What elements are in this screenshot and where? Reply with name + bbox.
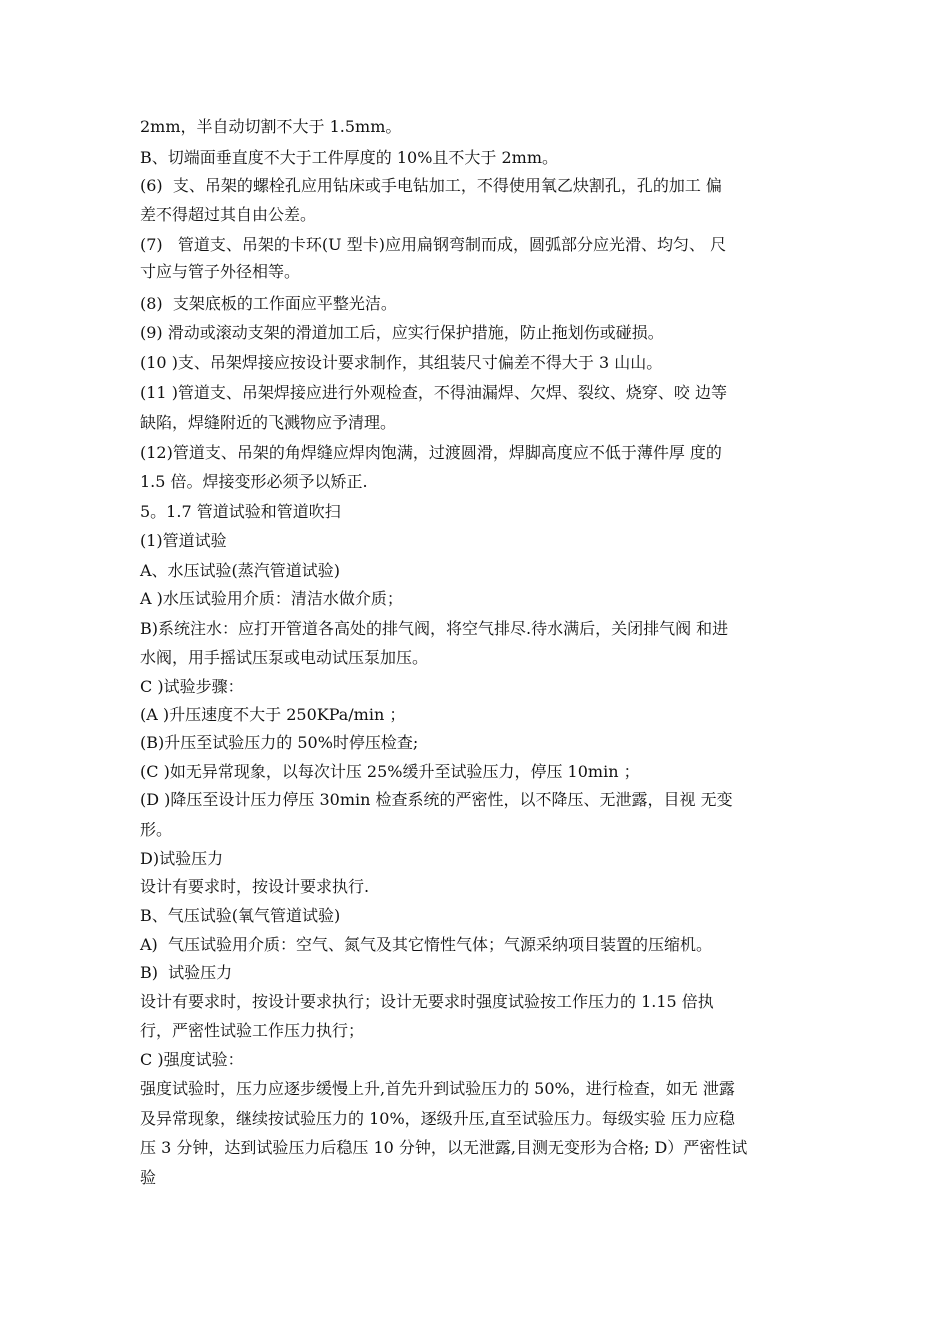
text-line: (B)升压至试验压力的 50%时停压检查; (140, 733, 419, 752)
text-line: (11 )管道支、吊架焊接应进行外观检查，不得油漏焊、欠焊、裂纹、烧穿、咬 边等 (140, 383, 728, 402)
text-line: 1.5 倍。焊接变形必须予以矫正. (140, 472, 368, 491)
text-line: 强度试验时，压力应逐步缓慢上升,首先升到试验压力的 50%，进行检查，如无 泄露 (140, 1079, 735, 1098)
text-line: B、切端面垂直度不大于工件厚度的 10%且不大于 2mm。 (140, 148, 559, 167)
text-line: (7) 管道支、吊架的卡环(U 型卡)应用扁钢弯制而成，圆弧部分应光滑、均匀、 尺 (140, 235, 727, 254)
text-line: C )强度试验： (140, 1050, 244, 1069)
text-line: (12)管道支、吊架的角焊缝应焊肉饱满，过渡圆滑，焊脚高度应不低于薄件厚 度的 (140, 443, 722, 462)
text-line: 及异常现象，继续按试验压力的 10%，逐级升压,直至试验压力。每级实验 压力应稳 (140, 1109, 735, 1128)
text-line: (1)管道试验 (140, 531, 227, 550)
text-line: A) 气压试验用介质：空气、氮气及其它惰性气体；气源采纳项目装置的压缩机。 (140, 935, 712, 954)
text-line: C )试验步骤： (140, 677, 244, 696)
text-line: 2mm，半自动切割不大于 1.5mm。 (140, 117, 402, 136)
text-line: 寸应与管子外径相等。 (140, 262, 301, 281)
text-line: (9) 滑动或滚动支架的滑道加工后，应实行保护措施，防止拖划伤或碰损。 (140, 323, 664, 342)
text-line: (D )降压至设计压力停压 30min 检查系统的严密性，以不降压、无泄露，目视 无变 (140, 790, 733, 809)
text-line: A )水压试验用介质：清洁水做介质； (140, 589, 403, 608)
text-line: 验 (140, 1168, 157, 1187)
text-line: 设计有要求时，按设计要求执行；设计无要求时强度试验按工作压力的 1.15 倍执 (140, 992, 714, 1011)
text-line: (A )升压速度不大于 250KPa/min ； (140, 705, 406, 724)
text-line: 形。 (140, 820, 173, 839)
text-line: B、气压试验(氧气管道试验) (140, 906, 341, 925)
text-line: 水阀，用手摇试压泵或电动试压泵加压。 (140, 648, 429, 667)
text-line: A、水压试验(蒸汽管道试验) (140, 561, 341, 580)
text-line: 压 3 分钟，达到试验压力后稳压 10 分钟，以无泄露,目测无变形为合格; D）严密性试 (140, 1138, 748, 1157)
text-line: B)系统注水：应打开管道各高处的排气阀，将空气排尽.待水满后，关闭排气阀 和进 (140, 619, 729, 638)
text-line: 设计有要求时，按设计要求执行. (140, 877, 370, 896)
text-line: 缺陷，焊缝附近的飞溅物应予清理。 (140, 413, 397, 432)
text-line: 行，严密性试验工作压力执行； (140, 1021, 365, 1040)
text-line: (10 )支、吊架焊接应按设计要求制作，其组装尺寸偏差不得大于 3 山山。 (140, 353, 663, 372)
text-line: 差不得超过其自由公差。 (140, 205, 317, 224)
text-line: (8) 支架底板的工作面应平整光洁。 (140, 294, 397, 313)
text-line: B) 试验压力 (140, 963, 233, 982)
text-line: (6) 支、吊架的螺栓孔应用钻床或手电钻加工，不得使用氧乙炔割孔，孔的加工 偏 (140, 176, 722, 195)
text-line: 5。1.7 管道试验和管道吹扫 (140, 502, 341, 521)
text-line: D)试验压力 (140, 849, 224, 868)
text-line: (C )如无异常现象，以每次计压 25%缓升至试验压力，停压 10min ； (140, 762, 640, 781)
